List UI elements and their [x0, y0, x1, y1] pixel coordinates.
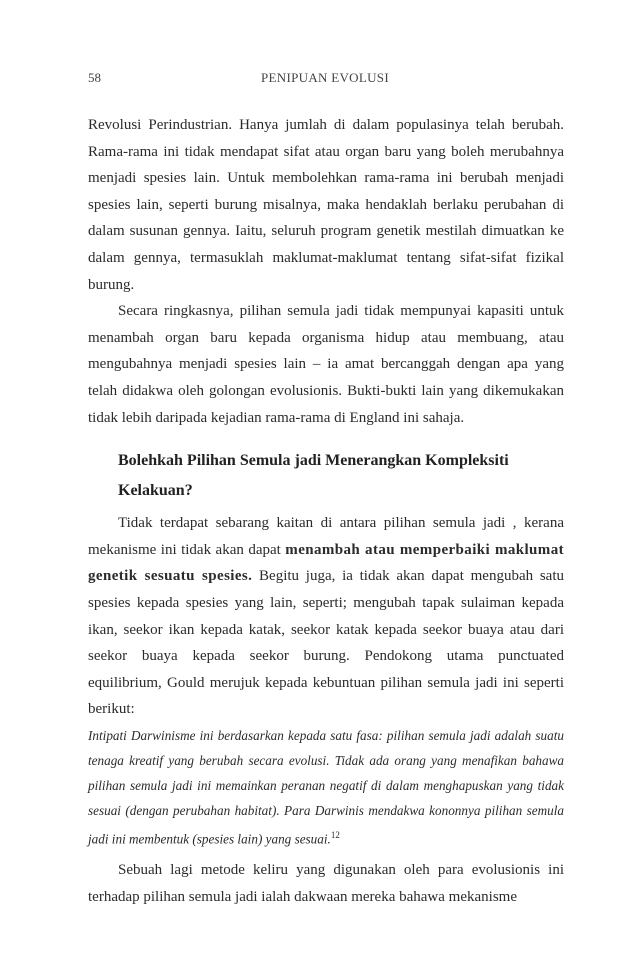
block-quote: [88, 723, 564, 851]
quote-text: Intipati Darwinisme ini berdasarkan kepada satu fasa: pilihan semula jadi adalah suatu tenaga kreatif yang berubah secara evolusi. Tidak ada orang yang menafikan bahawa pilihan semula jadi ini memainkan peranan negatif di dalam menghapuskan yang tidak sesuai (dengan perubahan habitat). Para Darwinis mendakwa kononnya pilihan semula jadi ini membentuk (spesies lain) yang sesuai.: [88, 727, 564, 847]
running-title: PENIPUAN EVOLUSI: [261, 70, 389, 85]
paragraph-1: Revolusi Perindustrian. Hanya jumlah di dalam populasinya telah berubah. Rama-rama ini tidak mendapat sifat atau organ baru yang boleh merubahnya menjadi spesies lain. Untuk membolehkan rama-rama ini berubah menjadi spesies lain, seperti burung misalnya, maka hendaklah berlaku perubahan di dalam susunan gennya. Iaitu, seluruh program genetik mestilah dimuatkan ke dalam gennya, termasuklah maklumat-maklumat tentang sifat-sifat fizikal burung.: [88, 117, 564, 293]
page-body: [88, 112, 564, 910]
paragraph-3: [88, 510, 564, 723]
footnote-marker: 12: [330, 829, 340, 840]
paragraph-2: Secara ringkasnya, pilihan semula jadi tidak mempunyai kapasiti untuk menambah organ baru kepada organisma hidup atau membuang, atau mengubahnya menjadi spesies lain – ia amat bercanggah dengan apa yang telah didakwa oleh golongan evolusionis. Bukti-bukti lain yang dikemukakan tidak lebih daripada kejadian rama-rama di England ini sahaja.: [88, 303, 564, 426]
page-number: 58: [88, 70, 101, 85]
section-heading: Bolehkah Pilihan Semula jadi Menerangkan Kompleksiti Kelakuan?: [118, 452, 509, 500]
paragraph-3-start: Tidak terdapat sebarang kaitan di antara pilihan semula jadi , kerana mekanisme ini tidak akan dapat: [88, 515, 564, 558]
paragraph-3-bold: menambah atau memperbaiki maklumat genetik sesuatu spesies.: [88, 541, 564, 585]
paragraph-4: Sebuah lagi metode keliru yang digunakan oleh para evolusionis ini terhadap pilihan semula jadi ialah dakwaan mereka bahawa mekanisme: [88, 862, 564, 905]
paragraph-3-end: Begitu juga, ia tidak akan dapat mengubah satu spesies kepada spesies yang lain, seperti; mengubah tapak sulaiman kepada ikan, seekor ikan kepada katak, seekor katak kepada seekor buaya atau dari seekor buaya kepada seekor burung. Pendokong utama punctuated equilibrium, Gould merujuk kepada kebuntuan pilihan semula jadi ini seperti berikut:: [88, 568, 564, 718]
